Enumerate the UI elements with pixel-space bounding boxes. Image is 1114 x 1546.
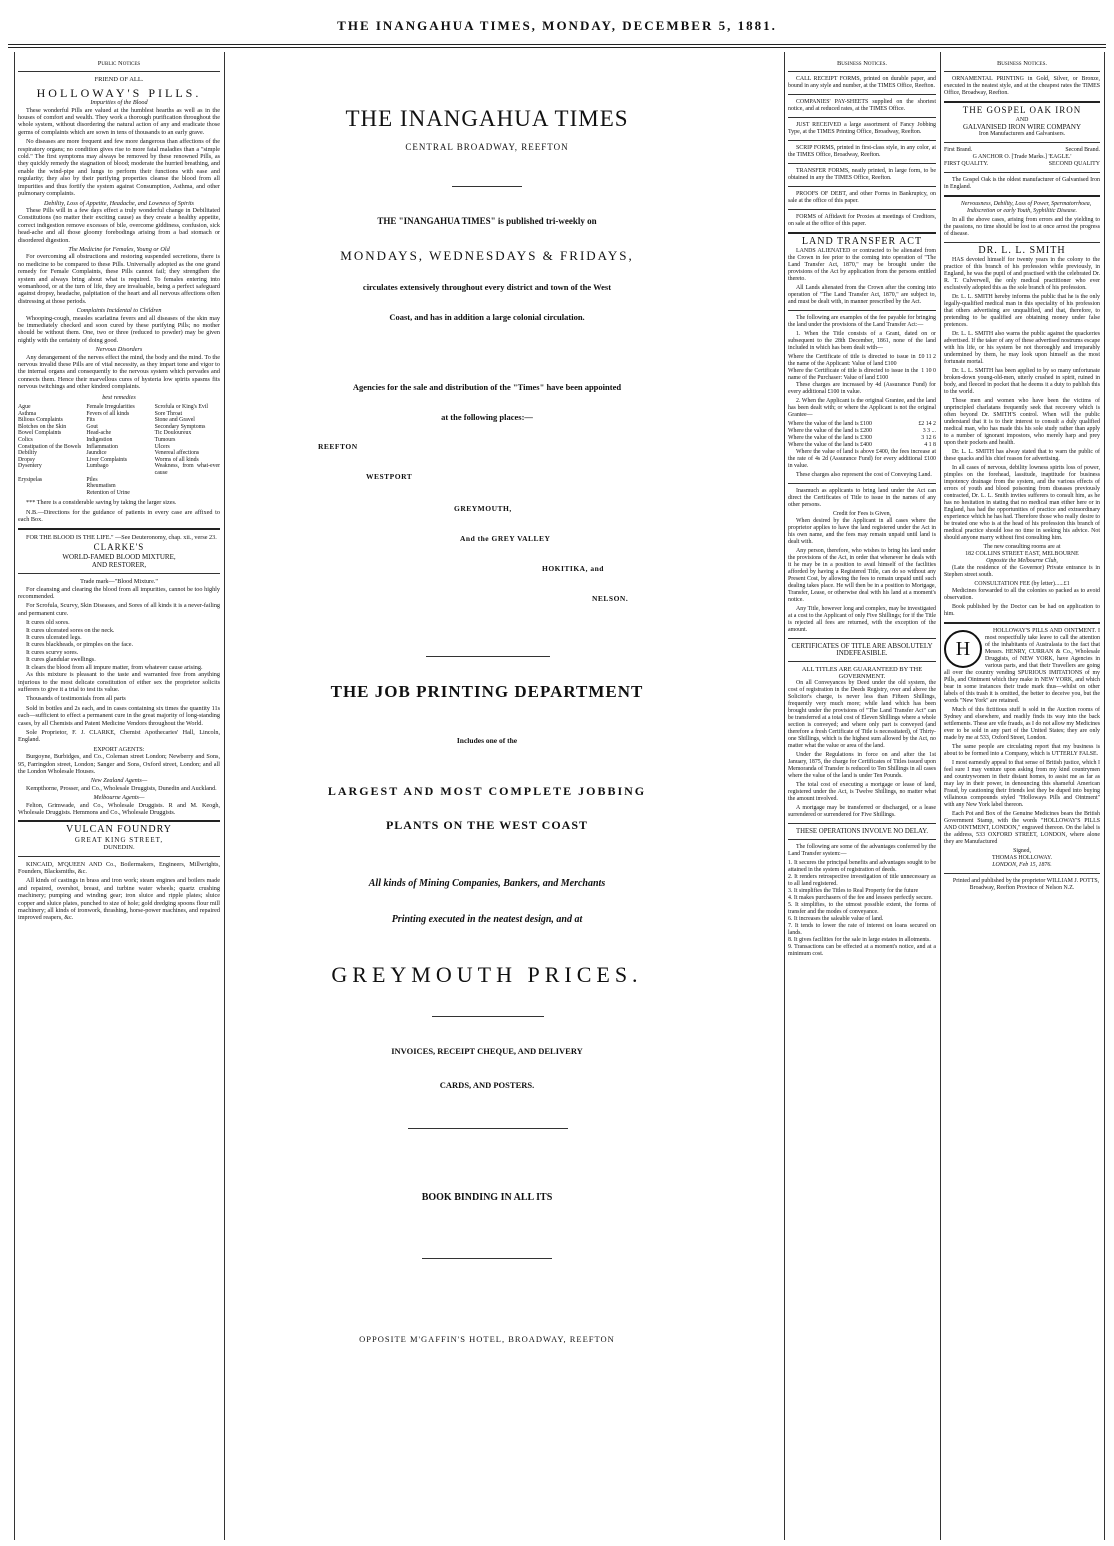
masthead: THE INANGAHUA TIMES, MONDAY, DECEMBER 5, 1881. (337, 18, 777, 33)
ad-transfer-forms: TRANSFER FORMS, neatly printed, in large form, to be obtained in any the TIMES Office, Reefton. (788, 168, 936, 181)
disease-item: Gout (86, 423, 98, 430)
paragraph: Dr. L. L. SMITH has alway stated that to warn the public of these quacks and his chief reason for advertising. (944, 449, 1100, 462)
advantage-item: 9. Transactions can be effected at a moment's notice, and at a minimum cost. (788, 944, 936, 957)
disease-item: Constipation of the Bowels (18, 443, 82, 450)
place-westport: WESTPORT (366, 472, 413, 481)
divider (432, 1016, 544, 1017)
holloway-pills-title: HOLLOWAY'S PILLS. (36, 85, 202, 100)
paragraph: Any Title, however long and complex, may be investigated at a cost to the Applicant of only Five Shillings; for if the Title is rejected all fees are returned, with the exception of the amount. (788, 606, 936, 633)
times-title: THE INANGAHUA TIMES (345, 106, 629, 131)
imprint: Printed and published by the proprietor WILLIAM J. POTTS, Broadway, Reefton Province of Nelson N.Z. (952, 878, 1100, 891)
paragraph: Dr. L. L. SMITH hereby informs the public that he is the only legally-qualified medical man in this speciality of his profession that others advertising are unqualified, and that, therefore, to pretending to be qualified are obtaining money under false pretences. (944, 294, 1100, 328)
export-heading: EXPORT AGENTS: (93, 745, 145, 753)
paragraph: Inasmuch as applicants to bring land under the Act can direct the Certificates of Title to issue in the names of any other persons. (788, 488, 936, 508)
disease-item: Ague (18, 404, 31, 411)
credit-heading: Credit for Fees is Given, (832, 511, 892, 517)
disease-item: Colics (18, 437, 33, 444)
nervous-heading: Nervous Disorders (95, 346, 143, 354)
column-business-notices-right (944, 58, 1100, 1542)
disease-item: Piles (86, 476, 98, 483)
melbourne-agents-heading: Melbourne Agents— (93, 794, 145, 802)
all-kinds-line: All kinds of Mining Companies, Bankers, and Merchants (368, 878, 606, 889)
clarke-title: CLARKE'S (93, 542, 145, 552)
disease-item: Debility (18, 450, 37, 457)
fees-table-2 (788, 421, 936, 449)
blood-life-heading: FOR THE BLOOD IS THE LIFE." —See Deuteronomy, chap. xii., verse 23. (26, 533, 217, 541)
disease-item: Head-ache (86, 430, 112, 437)
circulates-line: circulates extensively throughout every district and town of the West (362, 282, 612, 292)
paragraph: All kinds of castings in brass and iron work; steam engines and boilers made and repaired, overshot, breast, and turbine water wheels; quartz crushing machinery; pumping and winding gear; iron sluice and ripple plates; sluice copper and sluice plates, punched to size of hole; gold dredging spoons flour mill machinery; all kinds of ironwork, thrashing, horse-power machines, and repaired improved reapers, &c. (18, 877, 220, 922)
disease-item: Venereal affections (154, 450, 200, 457)
paragraph: Any derangement of the nerves effect the mind, the body and the mind. To the nervous invalid these Pills are of vital necessity, as they impart tone and vigor to the internal organs and consequently to the nervous system which pervades and connects them. Hence their marvellous cures of hysteria low spirits spasms fits nervous twitchings and other kindred complaints. (18, 353, 220, 391)
fee-label: Where the value of the land is £100 (788, 421, 872, 427)
fee-amount: £0 11 2 (918, 354, 936, 360)
paragraph: I most earnestly appeal to that sense of British justice, which I feel sure I may venture upon asking from my kind countrymen and countrywomen in their distant homes, to assist me as far as may lay in their power, in denouncing this shameful American Fraud, by cautioning their friends lest they be duped into buying villainous compounds styled "Holloways Pills and Ointment" with any New York label thereon. (944, 760, 1100, 808)
ad-pay-sheets: COMPANIES' PAY-SHEETS supplied on the shortest notice, and at reduced rates, at the TIMES Office. (788, 99, 936, 112)
second-quality: SECOND QUALITY (1048, 161, 1100, 167)
divider (452, 186, 522, 187)
disease-item: Secondary Symptoms (154, 423, 206, 430)
paragraph: Dr. L. L. SMITH has been applied to by so many unfortunate broken-down young-old-men, utterly crushed in spirit, ruined in body, and fleeced in pocket that he deems it a duty to publish this to the world. (944, 368, 1100, 395)
fee-amount: 1 10 0 (921, 368, 936, 374)
disease-item: Jaundice (86, 450, 107, 457)
book-binding-line: BOOK BINDING IN ALL ITS (421, 1192, 553, 1203)
column-rule (224, 52, 225, 1540)
invoices-line: INVOICES, RECEIPT CHEQUE, AND DELIVERY (391, 1046, 583, 1056)
operations-heading: THESE OPERATIONS INVOLVE NO DELAY. (795, 828, 929, 835)
paragraph: Dr. L. L. SMITH also warns the public against the quackeries advertised. If the taker of any of these advertised nostrums escape with his life, or his system be not thoroughly and irreparably undermined by them, he may look upon himself as the most fortunate mortal. (944, 331, 1100, 365)
paragraph: HAS devoted himself for twenty years in the colony to the practice of this branch of his profession while previously, in England, he was the pupil of and practised with the celebrated Dr. R. T. Culverwell, the only medical practitioner who ever exclusively adopted this as the sole branch of his profession. (944, 257, 1100, 291)
paragraph: 1. When the Title consists of a Grant, dated on or subsequent to the 28th December, 1861, none of the land included in which has been dealt with— (788, 331, 936, 351)
fee-amount: 3 12 6 (921, 435, 936, 441)
advantage-item: 7. It tends to lower the rate of interest on loans secured on lands. (788, 923, 936, 936)
disease-item: Liver Complaints (86, 456, 128, 463)
paragraph: Felton, Grimwade, and Co., Wholesale Druggists. R and M. Keogh, Wholesale Druggists. Hemmons and Co., Wholesale Druggists. (18, 801, 220, 816)
paragraph: (Late the residence of the Governor) Private entrance is in Stephen street south. (944, 565, 1100, 578)
masthead-rule (8, 44, 1106, 45)
paragraph: In all the above cases, arising from errors and the yielding to the passions, no time should be lost to at once arrest the progress of disease. (944, 217, 1100, 237)
fee-label: Where the value of the land is £200 (788, 428, 872, 434)
paragraph: The total cost of executing a mortgage or lease of land, registered under the Act, is Twelve Shillings, no matter what the amount involved. (788, 782, 936, 802)
land-transfer-title: LAND TRANSFER ACT (801, 236, 923, 247)
printing-line: Printing executed in the neatest design, and at (391, 914, 583, 925)
disease-item: Fevers of all kinds (86, 410, 130, 417)
cards-line: CARDS, AND POSTERS. (439, 1080, 535, 1090)
fee-row (788, 354, 936, 368)
disease-item: Asthma (18, 410, 37, 417)
paragraph: Much of this fictitious stuff is sold in the Auction rooms of Sydney and elsewhere, and readily finds its way into the back settlements. These are vile frauds, as I do not allow my Medicines ever to be sold in any part of the United States; they are only made by me at 533, Oxford Street, London. (944, 707, 1100, 741)
advantage-item: 6. It increases the saleable value of land. (788, 916, 884, 922)
nb-note: N.B.—Directions for the guidance of patients in every case are affixed to each Box. (18, 508, 220, 524)
place-reefton: REEFTON (318, 442, 358, 451)
disease-item: Dysentery (18, 463, 42, 470)
impurities-heading: Impurities of the Blood (90, 99, 148, 107)
place-greymouth: GREYMOUTH, (454, 504, 512, 513)
fee-label: Where the value of the land is £300 (788, 435, 872, 441)
clarke-subtitle: WORLD-FAMED BLOOD MIXTURE, (62, 553, 176, 562)
job-printing-title: THE JOB PRINTING DEPARTMENT (330, 682, 644, 701)
paragraph: The same people are circulating report that my business is about to be formed into a Company, which is UTTERLY FALSE. (944, 744, 1100, 757)
divider (408, 1128, 568, 1129)
fee-row (788, 442, 936, 449)
kincaid-heading: KINCAID, M'QUEEN AND Co., Boilermakers, Engineers, Millwrights, Founders, Blacksmiths, &c. (18, 860, 220, 876)
consulting-rooms: The new consulting rooms are at (983, 544, 1061, 550)
disease-item: Inflammation (86, 443, 118, 450)
section-header: Business Notices. (996, 60, 1048, 67)
first-quality: FIRST QUALITY. (944, 161, 989, 167)
saving-note: *** There is a considerable saving by taking the larger sizes. (26, 499, 177, 507)
disease-item: Scrofula or King's Evil (154, 404, 209, 411)
disease-item: Tumours (154, 437, 176, 444)
letter-date: LONDON, Feb 15, 1876. (992, 862, 1052, 868)
cure-item: It cures ulcerated legs. (26, 634, 82, 642)
guaranteed-heading: ALL TITLES ARE GUARANTEED BY THE GOVERNMENT. (801, 666, 923, 680)
paragraph: HOLLOWAY'S PILLS AND OINTMENT. I most respectfully take leave to call the attention of the inhabitants of Australasia to the fact that Messrs. HENRY, CURRAN & Co., Wholesale Druggists, of NEW YORK, have Agencies in various parts, and that their Travellers are going all over the country vending SPURIOUS IMITATIONS of my Pills, and Ointment which they make in NEW YORK, and which bear in some instances their trade mark thus—whilst on other labels of this trash it is omitted, the better to deceive you, but the words "New York" are retained. (944, 628, 1100, 704)
advantage-item: 4. It makes purchasers of the fee and lessees perfectly secure. (788, 895, 933, 901)
gospel-oak-title: THE GOSPEL OAK IRON (962, 105, 1082, 115)
fees-table-1 (788, 354, 936, 382)
great-king-street: GREAT KING STREET, (74, 835, 164, 844)
paragraph: No diseases are more frequent and few more dangerous than affections of the respiratory organs; no condition gives rise to more fatal maladies than a "simple cold." The first symptoms may always be removed by these renowned Pills, as they quickly remedy the stagnation of blood; moderate the hurried breathing, and enable the wind-pipe and lungs to perform their functions with ease and regularity; they also by their purifying properties cleanse the blood from all impurities and thus fortify the system against Consumption, Asthma, and other pulmonary complaints. (18, 138, 220, 198)
fee-row (788, 428, 936, 435)
paragraph: These wonderful Pills are valued at the humblest hearths as well as in the houses of comfort and wealth. They work a thorough purification throughout the whole system, without disordering the natural action of any and eradicate those germs of complaints which are sown in tens of thousands to an early grave. (18, 106, 220, 136)
advantage-item: 1. It secures the principal benefits and advantages sought to be attained in the system of registration of deeds. (788, 860, 936, 873)
advantage-item: 3. It simplifies the Titles to Real Property for the future (788, 888, 919, 894)
column-public-notices (18, 58, 220, 1542)
largest-line: LARGEST AND MOST COMPLETE JOBBING (327, 784, 647, 798)
cure-item: It clears the blood from all impure matter, from whatever cause arising. (26, 663, 203, 671)
first-brand: First Brand. (944, 147, 973, 153)
disease-item: Dropsy (18, 456, 36, 463)
divider (422, 1258, 552, 1259)
divider (426, 656, 550, 657)
paragraph: Those men and women who have been the victims of unprincipled charlatans frequently seek that recovery which is often beyond Dr. SMITH'S control. When will the public understand that it is to their interest to consult a duly qualified medical man, who has made this his sole study rather than apply to a number of ignorant impostors, who merely harp and prey upon their pockets and health. (944, 398, 1100, 446)
paragraph: Each Pot and Box of the Genuine Medicines bears the British Government Stamp, with the words "HOLLOWAY'S PILLS AND OINTMENT, LONDON," engraved thereon. On the label is the address, 533 OXFORD STREET, LONDON, where alone they are Manufactured (944, 811, 1100, 845)
paragraph: Burgoyne, Burbidges, and Co., Coleman street London; Newberry and Sons, 95, Farringdon street, London; Sanger and Sons, Oxford street, London; and all the London Wholesale Houses. (18, 753, 220, 775)
greymouth-prices: GREYMOUTH PRICES. (331, 962, 643, 987)
consultation-fee: CONSULTATION FEE (by letter)......£1 (974, 581, 1070, 587)
disease-item: Retention of Urine (86, 489, 130, 496)
paragraph: Under the Regulations in force on and after the 1st January, 1875, the charge for Certificates of Titles issued upon Memoranda of Transfer is reduced to Ten Shillings in all cases where the value of the land is under Ten Pounds. (788, 752, 936, 779)
disease-item (18, 490, 83, 497)
paragraph: These charges also represent the cost of Conveying Land. (796, 472, 932, 478)
paragraph: Any person, therefore, who wishes to bring his land under the provisions of the Act, in order that whenever he deals with it he may be in a position to avail himself of the facilities afforded by having a Registered Title, can do so without any Present Cost, by allowing the fees to remain unpaid until such dealing takes place. He will then be in a position to Mortgage, Transfer, Lease, or otherwise deal with his land at a moment's notice. (788, 548, 936, 603)
disease-item: Rheumatism (86, 483, 116, 490)
paragraph: For Scrofula, Scurvy, Skin Diseases, and Sores of all kinds it is a never-failing and permanent cure. (18, 602, 220, 617)
column-rule (784, 52, 785, 1540)
females-heading: The Medicine for Females, Young or Old (68, 245, 170, 253)
paragraph: Medicines forwarded to all the colonies so packed as to avoid observation. (944, 588, 1100, 601)
cure-item: It cures old sores. (26, 619, 70, 627)
fee-amount: £2 14 2 (918, 421, 936, 427)
opposite-club: Opposite the Melbourne Club, (986, 558, 1058, 564)
vulcan-title: VULCAN FOUNDRY (66, 824, 172, 836)
plants-line: PLANTS ON THE WEST COAST (385, 818, 589, 832)
advantage-item: 8. It gives facilities for the sale in large estates in allotments. (788, 937, 931, 943)
paragraph: In all cases of nervous, debility lowness spirits loss of power, pimples on the forehead, lassitude, inaptitude for business impotency drainage from the system, and the various effects of errors of youth and blood poisoning from diseases previously contracted, Dr. L. L. Smith invites sufferers to consult him, as he has no hesitation in stating that no medical man either here or in England, has had the opportunities of practice and extraordinary experience which he has had. Therefore those who really desire to be treated one who is at the head of his profession this branch of medical practice should lose no time in seeking his advice. Not should anyone marry without first consulting him. (944, 465, 1100, 541)
disease-item: Bowel Complaints (18, 430, 62, 437)
paragraph: Thousands of testimonials from all parts (26, 695, 126, 703)
friend-heading: FRIEND OF ALL. (94, 76, 144, 84)
cure-item: It cures blackheads, or pimples on the face. (26, 641, 134, 649)
disease-item: Ulcers (154, 443, 170, 450)
dunedin: DUNEDIN. (103, 844, 135, 852)
dr-smith-title: DR. L. L. SMITH (978, 245, 1066, 256)
paragraph: The following are examples of the fee payable for bringing the land under the provisions of the Land Transfer Act:— (788, 315, 936, 328)
fee-amount: 3 3 ... (922, 428, 936, 434)
best-remedies-heading: best remedies (102, 393, 136, 401)
paragraph: These charges are increased by 4d (Assurance Fund) for every additional £100 in value. (788, 382, 936, 395)
disease-item: Weakness, from what-ever cause (154, 463, 220, 476)
cure-item: It cures scurvy sores. (26, 648, 79, 656)
advantage-item: 5. It simplifies, to the utmost possible extent, the forms of transfer and the modes of conveyance. (788, 902, 936, 915)
opposite-line: OPPOSITE M'GAFFIN'S HOTEL, BROADWAY, REEFTON (359, 1334, 615, 1344)
paragraph: All Lands alienated from the Crown after the coming into operation of "The Land Transfer Act, 1870," are subject to, and must be dealt with, in manner prescribed by the Act. (788, 285, 936, 305)
paragraph: Sole Proprietor, F. J. CLARKE, Chemist Apothecaries' Hall, Lincoln, England. (18, 728, 220, 744)
published-line: THE "INANGAHUA TIMES" is published tri-weekly on (377, 216, 597, 226)
masthead-rule-2 (8, 47, 1106, 48)
times-subtitle: CENTRAL BROADWAY, REEFTON (405, 142, 569, 152)
paragraph: Book published by the Doctor can be had on application to him. (944, 604, 1100, 617)
column-rule (14, 52, 15, 1540)
debility-heading: Debility, Loss of Appetite, Headache, and Lowness of Spirits (44, 199, 194, 207)
disease-item: Blotches on the Skin (18, 423, 67, 430)
gospel-and: AND (1015, 117, 1029, 123)
trade-mark: Trade mark—"Blood Mixture." (80, 578, 158, 586)
paragraph: The Gospel Oak is the oldest manufacturer of Galvanised Iron in England. (944, 177, 1100, 190)
disease-item: Erysipelas (18, 476, 43, 483)
certificates-heading: CERTIFICATES OF TITLE ARE ABSOLUTELY INDEFEASIBLE. (791, 642, 933, 657)
fee-row (788, 421, 936, 428)
cures-list (18, 619, 220, 671)
paragraph: Whooping-cough, measles scarlatina fevers and all diseases of the skin may be immediately checked and soon cured by these purifying Pills; no mother should be without them. One, two or three (reduced to powder) may be given nightly with the certainty of doing good. (18, 314, 220, 344)
paragraph: As this mixture is pleasant to the taste and warranted free from anything injurious to the most delicate constitution of either sex the proprietor solicits sufferers to give it a trial to test its value. (18, 671, 220, 693)
fee-label: Where the value of the land is £400 (788, 442, 872, 448)
clarke-restorer: AND RESTORER, (91, 560, 147, 569)
days-line: MONDAYS, WEDNESDAYS & FRIDAYS, (340, 248, 634, 263)
place-nelson: NELSON. (592, 594, 629, 603)
ad-scrip-forms: SCRIP FORMS, printed in first-class style, in any color, at the TIMES Office, Broadway, Reefton. (788, 145, 936, 158)
ad-affidavit: FORMS of Affidavit for Proxies at meetings of Creditors, on sale at the office of this paper. (788, 214, 936, 227)
place-hokitika: HOKITIKA, and (542, 564, 604, 573)
trade-marks: G ANCHOR O. [Trade Marks.] 'EAGLE.' (972, 154, 1072, 160)
ad-call-receipt: CALL RECEIPT FORMS, printed on durable paper, and bound in any style and number, at the TIMES Office, Reefton. (788, 76, 936, 89)
disease-item: Bilious Complaints (18, 417, 63, 424)
fee-row (788, 435, 936, 442)
paragraph: When desired by the Applicant in all cases where the proprietor applies to have the land registered under the Act in his own name, and the fees may remain unpaid until land is dealt with. (788, 518, 936, 545)
agencies-line: Agencies for the sale and distribution of the "Times" have been appointed (352, 382, 622, 392)
children-heading: Complaints Incidental to Children (76, 307, 162, 315)
quality-row (944, 161, 1100, 168)
disease-item: Lumbago (86, 463, 109, 470)
disease-item (155, 490, 220, 497)
paragraph: For overcoming all obstructions and restoring suspended secretions, there is no medicine to be compared to these Pills. Universally adopted as the one grand remedy for Female Complaints, these Pills cannot fail; they strengthen the system and always bring about what is required. To females entering into womanhood, or at the turn of life, they are invaluable, being a perfect safeguard against dropsy, headache, palpitation of the heart and all nervous affections often distressing at those periods. (18, 253, 220, 305)
disease-item: Fits (86, 417, 96, 424)
paragraph: On all Conveyances by Deed under the old system, the cost of registration in the Deeds Registry, over and above the Solicitor's charge, is never less than Fifteen Shillings, frequently very much more; while land which has been brought under the provisions of "The Land Transfer Act" can be transferred at a total cost of Eleven Shillings where a whole section is conveyed; and where only part is conveyed (and therefore a fresh Certificate of Title is necessitated), of Thirty-one Shillings, which is the highest sum allowed by the Act, no matter what the value or area of the land. (788, 680, 936, 749)
disease-item: Worms of all kinds (154, 456, 199, 463)
fee-amount: 4 1 8 (924, 442, 936, 448)
gospel-manufacturers: Iron Manufacturers and Galvanisers. (978, 131, 1066, 137)
second-brand: Second Brand. (1065, 147, 1100, 153)
brand-row (944, 147, 1100, 154)
paragraph: Where the value of land is above £400, the fees increase at the rate of 4s 2d (Assurance Fund) for every additional £100 in value. (788, 449, 936, 469)
ad-fancy-type: JUST RECEIVED a large assortment of Fancy Jobbing Type, at the TIMES Printing Office, Broadway, Reefton. (788, 122, 936, 135)
diseases-table (18, 404, 220, 496)
paragraph: LANDS ALIENATED or contracted to be alienated from the Crown in fee prior to the coming into operation of "The Land Transfer Act, 1870," may be brought under the provisions of the Act by application from the persons entitled thereto. (788, 248, 936, 282)
signed: Signed, (1013, 848, 1031, 854)
includes-line: Includes one of the (456, 736, 518, 745)
paragraph: A mortgage may be transferred or discharged, or a lease surrendered or surrendered for Five Shillings. (788, 805, 936, 818)
collins-street: 182 COLLINS STREET EAST, MELBOURNE (965, 551, 1079, 557)
ad-ornamental-printing: ORNAMENTAL PRINTING in Gold, Silver, or Bronze, executed in the neatest style, and at the cheapest rates the TIMES Office, Broadway, Reefton. (944, 76, 1100, 96)
column-business-notices-left (788, 58, 936, 1542)
paragraph: The following are some of the advantages conferred by the Land Transfer system:— (788, 844, 936, 857)
section-header: Business Notices. (836, 60, 888, 67)
disease-item (18, 483, 83, 490)
fee-row (788, 368, 936, 382)
disease-item (155, 483, 220, 490)
disease-item: Sore Throat (154, 410, 183, 417)
cure-item: It cures glandular swellings. (26, 656, 96, 664)
fee-label: Where the Certificate of title is directed to issue in the name of the Purchaser: Value of land £100 (788, 368, 919, 381)
paragraph: Sold in bottles and 2s each, and in cases containing six times the quantity 11s each—sufficient to effect a permanent cure in the great majority of long-standing cases, by all Chemists and Patent Medicine Vendors throughout the World. (18, 704, 220, 727)
paragraph: Kempthorne, Prosser, and Co., Wholesale Druggists, Dunedin and Auckland. (26, 784, 217, 792)
column-rule (940, 52, 941, 1540)
gospel-company: GALVANISED IRON WIRE COMPANY (962, 123, 1082, 131)
disease-item: Tic Douloureux (154, 430, 192, 437)
advantages-list (788, 860, 936, 958)
place-grey-valley: And the GREY VALLEY (460, 534, 551, 543)
nz-agents-heading: New Zealand Agents— (90, 777, 148, 785)
paragraph: For cleansing and clearing the blood from all impurities, cannot be too highly recommended. (18, 585, 220, 601)
disease-item: Female Irregularities (86, 404, 135, 411)
paragraph: 2. When the Applicant is the original Grantee, and the land has been dealt with; or where the Applicant is not the original Grantee— (788, 398, 936, 418)
section-header: Public Notices (97, 60, 141, 67)
disease-item: Stone and Gravel (154, 417, 195, 424)
column-rule (1104, 52, 1105, 1540)
column-times-advert (226, 58, 748, 1538)
following-places: at the following places:— (441, 412, 533, 422)
cure-item: It cures ulcerated sores on the neck. (26, 626, 115, 634)
signer: THOMAS HOLLOWAY. (992, 855, 1052, 861)
fee-label: Where the Certificate of title is directed to issue in the name of the Applicant: Value of land £100 (788, 354, 916, 367)
disease-item (155, 477, 220, 484)
paragraph: These Pills will in a few days effect a truly wonderful change in Debilitated Constitutions (no matter their exciting cause) as they create a healthy appetite, correct indigestion remove excesses of bile, overcome giddiness, confusion, sick head-ache and all those gloomy forebodings arising from a bad stomach or disordered digestion. (18, 206, 220, 244)
ad-proofs-debt: PROOFS OF DEBT, and other Forms in Bankruptcy, on sale at the office of this paper. (788, 191, 936, 204)
holloway-seal-icon: H (944, 630, 982, 668)
advantage-item: 2. It renders retrospective investigation of title unnecessary as to all land registered. (788, 874, 936, 887)
nervousness-heading: Nervousness, Debility, Loss of Power, Spermatorrhoea, Indiscretion or early Youth, Syphilitic Disease. (960, 201, 1092, 214)
coast-line: Coast, and has in addition a large colonial circulation. (389, 312, 585, 322)
disease-item: Indigestion (86, 437, 113, 444)
